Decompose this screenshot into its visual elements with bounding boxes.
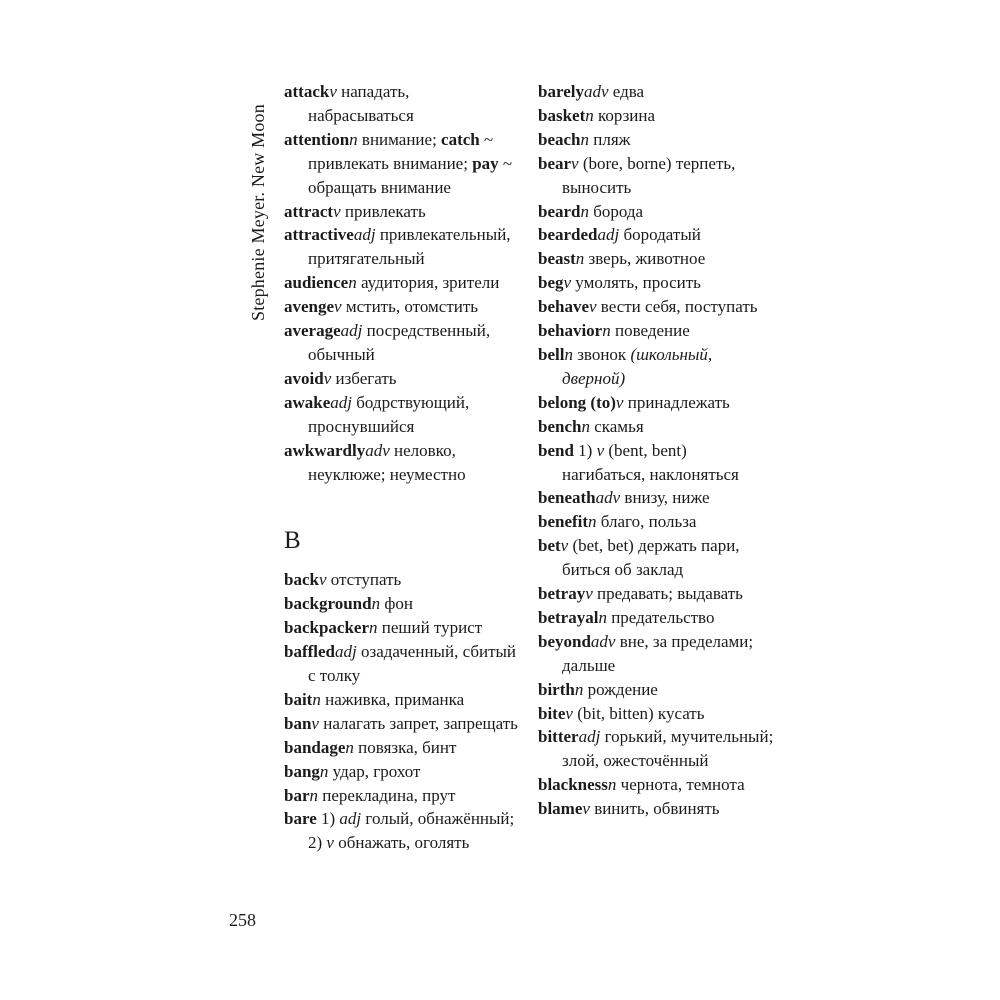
headword: beast — [538, 249, 576, 269]
definition: налагать запрет, запрещать — [318, 713, 518, 733]
headword: attractive — [284, 225, 354, 245]
part-of-speech: n — [580, 129, 589, 149]
definition: борода — [589, 201, 644, 221]
headword: avoid — [284, 368, 324, 388]
dictionary-entry — [538, 725, 774, 773]
headword: blackness — [538, 775, 608, 795]
definition: чернота, темнота — [616, 775, 745, 795]
dictionary-entry — [284, 439, 519, 487]
dictionary-entry — [284, 736, 519, 760]
headword: beneath — [538, 488, 596, 508]
dictionary-entry — [538, 247, 774, 271]
headword: awkwardly — [284, 440, 366, 460]
part-of-speech: adj — [330, 392, 353, 412]
part-of-speech: v — [560, 536, 569, 556]
dictionary-entry — [538, 152, 774, 200]
definition: едва — [608, 82, 645, 101]
headword: backpacker — [284, 618, 369, 638]
part-of-speech: adv — [583, 82, 609, 101]
dictionary-entry — [284, 784, 519, 808]
part-of-speech: v — [596, 440, 605, 460]
headword: bare — [284, 809, 317, 829]
dictionary-entry — [538, 128, 774, 152]
right-column — [538, 80, 774, 821]
definition: предательство — [606, 607, 715, 627]
headword: bite — [538, 703, 566, 723]
headword: bet — [538, 536, 561, 556]
dictionary-entry — [538, 391, 774, 415]
headword: bend — [538, 440, 574, 460]
definition: голый, обнажённый; 2) — [308, 809, 515, 853]
headword: beyond — [538, 631, 591, 651]
definition: вести себя, поступать — [596, 297, 758, 317]
definition: бородатый — [619, 225, 701, 245]
dictionary-entry — [284, 367, 519, 391]
part-of-speech: v — [563, 273, 572, 293]
headword: basket — [538, 105, 586, 125]
headword: back — [284, 570, 319, 590]
definition: поведение — [610, 321, 690, 341]
headword: bait — [284, 689, 313, 709]
headword: bench — [538, 416, 582, 436]
part-of-speech: n — [575, 249, 585, 269]
part-of-speech: v — [318, 570, 327, 590]
definition: пляж — [589, 129, 631, 149]
definition: фон — [380, 594, 413, 614]
part-of-speech: v — [615, 392, 624, 412]
dictionary-entry — [284, 592, 519, 616]
part-of-speech: n — [371, 594, 381, 614]
phrase-word: pay — [472, 153, 499, 173]
part-of-speech: adj — [340, 321, 363, 341]
headword: behavior — [538, 321, 603, 341]
definition: (bet, bet) держать пари, биться об заклад — [562, 536, 740, 580]
headword: bar — [284, 785, 310, 805]
entries-b-right — [538, 80, 774, 821]
part-of-speech: n — [598, 607, 607, 627]
headword: betray — [538, 584, 586, 604]
definition: 1) — [316, 809, 340, 829]
headword: baffled — [284, 642, 335, 662]
dictionary-entry — [284, 568, 519, 592]
definition: наживка, приманка — [320, 689, 465, 709]
dictionary-entry — [538, 200, 774, 224]
dictionary-entry — [284, 80, 519, 128]
dictionary-entry — [538, 486, 774, 510]
definition: мстить, отомстить — [341, 297, 479, 317]
part-of-speech: adv — [590, 631, 616, 651]
part-of-speech: v — [571, 153, 579, 173]
part-of-speech: adj — [597, 225, 620, 245]
dictionary-entry — [538, 630, 774, 678]
dictionary-entry — [284, 640, 519, 688]
definition: винить, обвинять — [589, 799, 720, 819]
part-of-speech: adv — [595, 488, 621, 508]
headword: barely — [538, 82, 584, 101]
dictionary-entry — [538, 319, 774, 343]
dictionary-entry — [538, 702, 774, 726]
dictionary-entry — [284, 128, 519, 200]
dictionary-entry — [284, 295, 519, 319]
definition: нападать, набрасываться — [308, 82, 414, 125]
headword: avenge — [284, 297, 335, 317]
part-of-speech: v — [326, 833, 334, 853]
definition: рождение — [583, 679, 658, 699]
dictionary-entry — [284, 391, 519, 439]
part-of-speech: n — [348, 273, 357, 293]
headword: behave — [538, 297, 589, 317]
definition: пеший турист — [377, 618, 483, 638]
left-column — [284, 80, 519, 855]
part-of-speech: n — [574, 679, 584, 699]
dictionary-entry — [538, 582, 774, 606]
headword: benefit — [538, 512, 589, 532]
headword: background — [284, 594, 372, 614]
part-of-speech: v — [329, 82, 337, 101]
dictionary-entry — [538, 104, 774, 128]
definition: умолять, просить — [571, 273, 701, 293]
dictionary-entry — [538, 295, 774, 319]
dictionary-entry — [538, 80, 774, 104]
definition: (bent, bent) нагибаться, наклоняться — [562, 440, 739, 484]
part-of-speech: n — [602, 321, 611, 341]
headword: betrayal — [538, 607, 599, 627]
definition: корзина — [593, 105, 656, 125]
part-of-speech: n — [564, 344, 573, 364]
definition: перекладина, прут — [318, 785, 456, 805]
definition: вне, за пределами; дальше — [562, 631, 754, 675]
dictionary-entry — [284, 616, 519, 640]
dictionary-entry — [284, 760, 519, 784]
headword: average — [284, 321, 341, 341]
part-of-speech: adj — [335, 642, 357, 662]
definition: 1) — [573, 440, 597, 460]
definition: горький, мучительный; злой, ожесточённый — [562, 727, 774, 771]
definition: неловко, неуклюже; неуместно — [308, 440, 466, 484]
dictionary-entry — [538, 510, 774, 534]
letter-heading: B — [284, 527, 301, 555]
headword: beard — [538, 201, 581, 221]
dictionary-entry — [538, 606, 774, 630]
part-of-speech: adj — [578, 727, 601, 747]
dictionary-entry — [284, 319, 519, 367]
dictionary-entry — [284, 223, 519, 271]
entries-a — [284, 80, 519, 486]
part-of-speech: adv — [365, 440, 390, 460]
definition: благо, польза — [596, 512, 697, 532]
headword: blame — [538, 799, 583, 819]
dictionary-entry — [284, 712, 519, 736]
part-of-speech: v — [334, 297, 342, 317]
definition: посредственный, обычный — [308, 321, 491, 364]
definition: обнажать, оголять — [333, 833, 470, 853]
part-of-speech: v — [311, 713, 319, 733]
part-of-speech: n — [588, 512, 597, 532]
dictionary-entry — [538, 439, 774, 487]
part-of-speech: v — [323, 368, 332, 388]
dictionary-entry — [284, 271, 519, 295]
part-of-speech: n — [345, 737, 354, 757]
page-number: 258 — [229, 910, 256, 930]
headword: bitter — [538, 727, 579, 747]
definition: озадаченный, сбитый с толку — [308, 642, 517, 686]
headword: bell — [538, 344, 565, 364]
definition: ~ привлекать внимание; — [308, 129, 494, 173]
part-of-speech: n — [312, 689, 321, 709]
headword: attack — [284, 82, 330, 101]
headword: bearded — [538, 225, 598, 245]
headword: attention — [284, 129, 350, 149]
part-of-speech: n — [580, 201, 589, 221]
definition: (bore, borne) терпеть, выносить — [562, 153, 736, 197]
headword: beg — [538, 273, 564, 293]
headword: attract — [284, 201, 334, 221]
headword: bang — [284, 761, 320, 781]
part-of-speech: v — [585, 584, 593, 604]
part-of-speech: n — [581, 416, 590, 436]
definition: аудитория, зрители — [356, 273, 500, 293]
dictionary-entry — [538, 415, 774, 439]
dictionary-entry — [284, 200, 519, 224]
definition: избегать — [331, 368, 397, 388]
definition: скамья — [589, 416, 644, 436]
entries-b-left — [284, 568, 519, 855]
part-of-speech: adj — [353, 225, 376, 245]
definition: принадлежать — [623, 392, 730, 412]
part-of-speech: n — [319, 761, 329, 781]
running-head: Stephenie Meyer. New Moon — [248, 104, 268, 321]
dictionary-entry — [538, 773, 774, 797]
dictionary-entry — [538, 343, 774, 391]
definition: внимание; — [357, 129, 442, 149]
definition: предавать; выдавать — [592, 584, 743, 604]
dictionary-entry — [538, 223, 774, 247]
definition: зверь, животное — [584, 249, 706, 269]
definition: внизу, ниже — [620, 488, 710, 508]
usage-note: (школьный, дверной) — [562, 344, 713, 388]
dictionary-entry — [284, 807, 519, 855]
headword: belong (to) — [538, 392, 616, 412]
definition: привлекательный, притягательный — [308, 225, 511, 269]
part-of-speech: v — [565, 703, 573, 723]
definition: повязка, бинт — [353, 737, 457, 757]
headword: ban — [284, 713, 312, 733]
definition: удар, грохот — [328, 761, 421, 781]
dictionary-entry — [538, 534, 774, 582]
dictionary-entry — [538, 271, 774, 295]
definition: ~ обращать внимание — [308, 153, 513, 197]
part-of-speech: n — [585, 105, 594, 125]
part-of-speech: n — [607, 775, 617, 795]
headword: beach — [538, 129, 581, 149]
dictionary-entry — [284, 688, 519, 712]
part-of-speech: n — [309, 785, 318, 805]
part-of-speech: n — [369, 618, 378, 638]
part-of-speech: n — [349, 129, 358, 149]
definition: отступать — [326, 570, 402, 590]
dictionary-entry — [538, 678, 774, 702]
headword: bandage — [284, 737, 346, 757]
definition: привлекать — [340, 201, 426, 221]
dictionary-entry — [538, 797, 774, 821]
part-of-speech: v — [333, 201, 341, 221]
part-of-speech: v — [589, 297, 597, 317]
definition: (bit, bitten) кусать — [572, 703, 705, 723]
part-of-speech: adj — [339, 809, 362, 829]
phrase-word: catch — [441, 129, 480, 149]
headword: awake — [284, 392, 331, 412]
headword: bear — [538, 153, 572, 173]
definition: звонок — [572, 344, 631, 364]
part-of-speech: v — [582, 799, 590, 819]
headword: audience — [284, 273, 349, 293]
definition: бодрствующий, проснувшийся — [308, 392, 470, 436]
headword: birth — [538, 679, 575, 699]
